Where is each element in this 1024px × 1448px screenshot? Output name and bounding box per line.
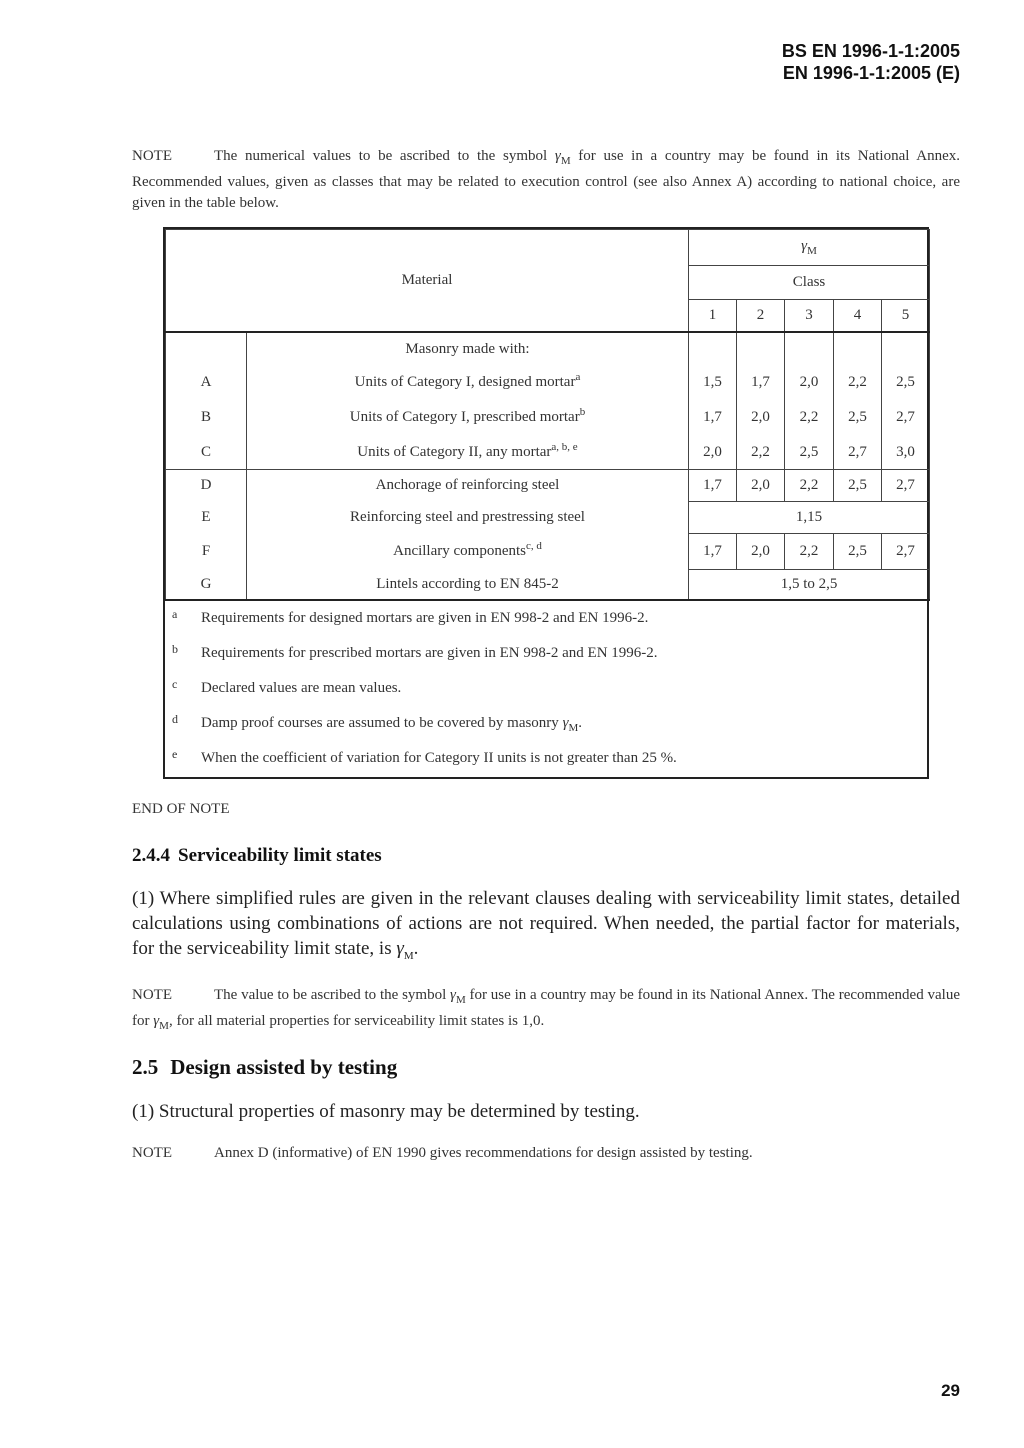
gamma-symbol: $\gamma_M$: [554, 148, 571, 167]
material-cell: Units of Category I, prescribed mortar$^b$: [247, 400, 689, 436]
note-text: Annex D (informative) of EN 1990 gives recommendations for design assisted by testing.: [214, 1145, 753, 1161]
value-cell: 2,7: [882, 470, 930, 502]
gamma-header: $\gamma_M$: [689, 230, 930, 266]
material-cell: Ancillary components$^{c, d}$: [247, 534, 689, 570]
value-cell: 2,0: [737, 470, 785, 502]
value-cell: 2,2: [834, 366, 882, 400]
note-gamma-values: [132, 146, 960, 214]
value-cell: 1,7: [737, 366, 785, 400]
value-cell: 2,2: [737, 436, 785, 470]
value-cell: 3,0: [882, 436, 930, 470]
row-key: A: [166, 366, 247, 400]
value-cell: 2,2: [785, 534, 834, 570]
page-number: 29: [941, 1381, 960, 1400]
footnote: [165, 741, 927, 777]
note-testing: [132, 1143, 960, 1164]
value-cell: 1,7: [689, 400, 737, 436]
note-label: NOTE: [132, 148, 172, 164]
footnote-text: Requirements for designed mortars are given in EN 998-2 and EN 1996-2.: [201, 609, 649, 626]
footnote-text: Damp proof courses are assumed to be covered by masonry $\gamma_M$.: [201, 714, 583, 734]
value-cell: 2,0: [737, 534, 785, 570]
standard-code-bs: BS EN 1996-1-1:2005: [781, 41, 960, 61]
row-key-blank: [166, 332, 247, 366]
section-heading-244: [132, 845, 382, 867]
note-serviceability: NOTE The value to be ascribed to the symbol $\gamma_M$ for use in a country may be found in its National Annex. The recommended value for $\gamma_M$, for all material properties for serviceability limit states is 1,0.: [132, 987, 960, 1032]
class-header: Class: [689, 266, 930, 300]
footnote-text: Requirements for prescribed mortars are given in EN 998-2 and EN 1996-2.: [201, 644, 658, 661]
footnote: [165, 706, 927, 741]
material-cell: Units of Category I, designed mortar$^a$: [247, 366, 689, 400]
material-cell: Units of Category II, any mortar$^{a, b, e}$: [247, 436, 689, 470]
end-of-note: END OF NOTE: [132, 801, 230, 817]
paragraph-testing: (1) Structural properties of masonry may be determined by testing.: [132, 1101, 640, 1122]
merged-value-cell: 1,15: [689, 502, 930, 534]
row-key: G: [166, 570, 247, 600]
footnote-mark: e: [172, 746, 178, 761]
value-cell: 2,7: [834, 436, 882, 470]
value-cell: 2,0: [737, 400, 785, 436]
section-title: Serviceability limit states: [178, 845, 382, 866]
material-cell: Anchorage of reinforcing steel: [247, 470, 689, 502]
material-header: Material: [166, 230, 689, 332]
value-cell: 2,5: [834, 470, 882, 502]
section-number: 2.4.4: [132, 845, 170, 866]
merged-value-cell: 1,5 to 2,5: [689, 570, 930, 600]
footnote-mark: a: [172, 606, 178, 621]
class-number: 5: [882, 300, 930, 332]
section-title: Design assisted by testing: [170, 1055, 398, 1079]
note-text-a: The numerical values to be ascribed to the symbol: [214, 148, 555, 164]
value-cell: 1,7: [689, 534, 737, 570]
footnote-mark: b: [172, 641, 178, 656]
value-cell: 2,5: [785, 436, 834, 470]
footnote: [165, 636, 927, 671]
footnote-mark: d: [172, 711, 178, 726]
value-cell: 2,5: [834, 534, 882, 570]
footnote-text: When the coefficient of variation for Category II units is not greater than 25 %.: [201, 749, 677, 766]
value-cell: 2,0: [689, 436, 737, 470]
class-number: 3: [785, 300, 834, 332]
class-number: 2: [737, 300, 785, 332]
note-text-b: for use in a country may be found in its National Annex. Recommended values, given as classes that may be related to execution control (see also Annex A) according to national choice, are given in the table below.: [132, 148, 961, 211]
value-cell: 2,5: [834, 400, 882, 436]
masonry-heading: Masonry made with:: [247, 332, 689, 366]
class-number: 1: [689, 300, 737, 332]
footnote-mark: c: [172, 676, 178, 691]
standard-code-en: EN 1996-1-1:2005 (E): [782, 63, 960, 83]
footnote-text: Declared values are mean values.: [201, 679, 402, 696]
note-label: NOTE: [132, 1145, 172, 1161]
value-cell: 2,7: [882, 400, 930, 436]
value-cell: 1,7: [689, 470, 737, 502]
value-cell: 1,5: [689, 366, 737, 400]
material-cell: Lintels according to EN 845-2: [247, 570, 689, 600]
value-cell: 2,5: [882, 366, 930, 400]
section-number: 2.5: [132, 1055, 159, 1079]
value-cell: 2,2: [785, 470, 834, 502]
class-number: 4: [834, 300, 882, 332]
value-cell: 2,7: [882, 534, 930, 570]
row-key: D: [166, 470, 247, 502]
table-footnotes: [165, 601, 927, 777]
footnote: [165, 601, 927, 636]
row-key: B: [166, 400, 247, 436]
paragraph-serviceability: (1) Where simplified rules are given in the relevant clauses dealing with serviceability limit states, detailed calculations using combinations of actions are not required. When needed, the partial factor for materials, for the serviceability limit state, is $\gamma_M$.: [132, 888, 960, 962]
row-key: E: [166, 502, 247, 534]
partial-factor-table: [163, 227, 929, 779]
note-label: NOTE: [132, 987, 172, 1003]
value-cell: 2,2: [785, 400, 834, 436]
document-header: [782, 40, 960, 84]
row-key: C: [166, 436, 247, 470]
value-cell: 2,0: [785, 366, 834, 400]
material-cell: Reinforcing steel and prestressing steel: [247, 502, 689, 534]
footnote: [165, 671, 927, 706]
section-heading-25: [132, 1055, 397, 1080]
row-key: F: [166, 534, 247, 570]
